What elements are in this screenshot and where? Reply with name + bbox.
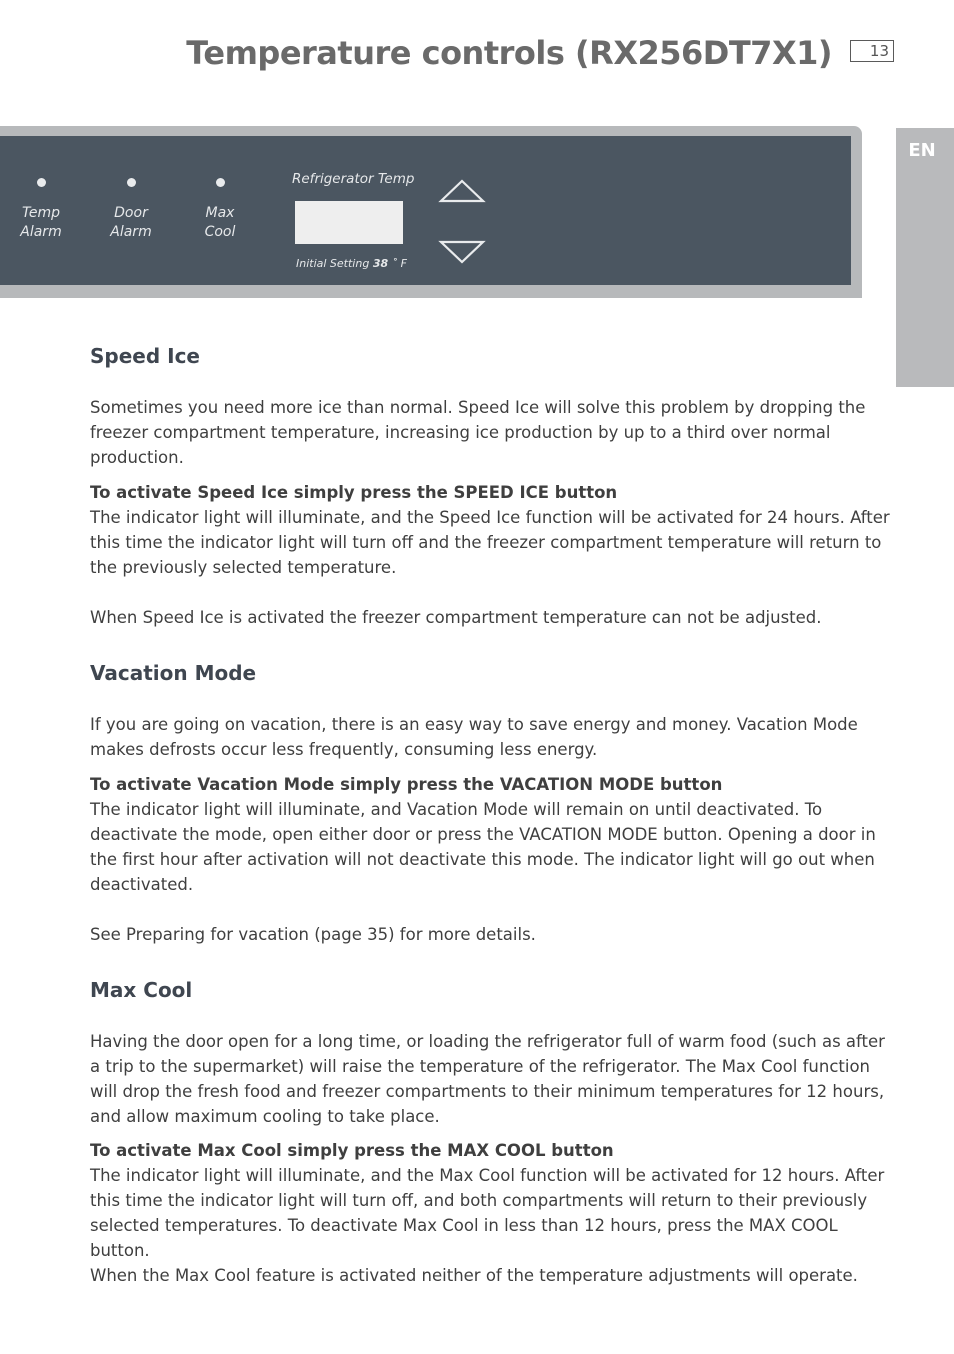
speed-ice-note: When Speed Ice is activated the freezer compartment temperature can not be adjusted. [90, 608, 822, 627]
refrigerator-temp-label: Refrigerator Temp [292, 171, 415, 187]
temperature-display [295, 201, 403, 244]
vacation-mode-note: See Preparing for vacation (page 35) for more details. [90, 925, 536, 944]
language-tab [896, 128, 954, 387]
speed-ice-details: The indicator light will illuminate, and the Speed Ice function will be activated for 24 hours. After this time the indicator light will turn off and the freezer compartment temperature will return to the previously selected temperature. [90, 508, 890, 577]
speed-ice-heading: Speed Ice [90, 344, 200, 368]
initial-setting-label: Initial Setting 38 ˚ F [296, 257, 407, 270]
max-cool-instruction: To activate Max Cool simply press the MAX COOL button [90, 1141, 614, 1160]
temp-alarm-label: Temp Alarm [20, 205, 62, 240]
vacation-mode-heading: Vacation Mode [90, 661, 257, 685]
page-number: 13 [850, 40, 894, 62]
door-alarm-indicator-light [127, 178, 136, 187]
language-tab-label: EN [908, 140, 936, 161]
max-cool-indicator-light [216, 178, 225, 187]
vacation-mode-details: The indicator light will illuminate, and Vacation Mode will remain on until deactivated. To deactivate the mode, open either door or press the VACATION MODE button. Opening a door in the first hour after activation will not deactivate this mode. The indicator light will go out when deactivated. [90, 800, 876, 894]
max-cool-intro: Having the door open for a long time, or loading the refrigerator full of warm food (such as after a trip to the supermarket) will raise the temperature of the refrigerator. The Max Cool function will drop the fresh food and freezer compartments to their minimum temperatures for 12 hours, and allow maximum cooling to take place. [90, 1032, 885, 1126]
temperature-up-arrow-icon[interactable] [438, 178, 486, 204]
page-title: Temperature controls (RX256DT7X1) [186, 34, 832, 72]
max-cool-details: The indicator light will illuminate, and the Max Cool function will be activated for 12 hours. After this time the indicator light will turn off, and both compartments will return to their previously selected temperatures. To deactivate Max Cool in less than 12 hours, press the MAX COOL button. [90, 1166, 885, 1260]
speed-ice-instruction: To activate Speed Ice simply press the SPEED ICE button [90, 483, 618, 502]
vacation-mode-instruction: To activate Vacation Mode simply press the VACATION MODE button [90, 775, 723, 794]
vacation-mode-intro: If you are going on vacation, there is an easy way to save energy and money. Vacation Mode makes defrosts occur less frequently, consuming less energy. [90, 715, 858, 759]
temperature-down-arrow-icon[interactable] [438, 239, 486, 265]
max-cool-heading: Max Cool [90, 978, 193, 1002]
temp-alarm-indicator-light [37, 178, 46, 187]
speed-ice-intro: Sometimes you need more ice than normal. Speed Ice will solve this problem by dropping the freezer compartment temperature, increasing ice production by up to a third over normal production. [90, 398, 866, 467]
max-cool-label: Max Cool [204, 205, 236, 240]
max-cool-note: When the Max Cool feature is activated neither of the temperature adjustments will operate. [90, 1266, 858, 1285]
door-alarm-label: Door Alarm [110, 205, 152, 240]
